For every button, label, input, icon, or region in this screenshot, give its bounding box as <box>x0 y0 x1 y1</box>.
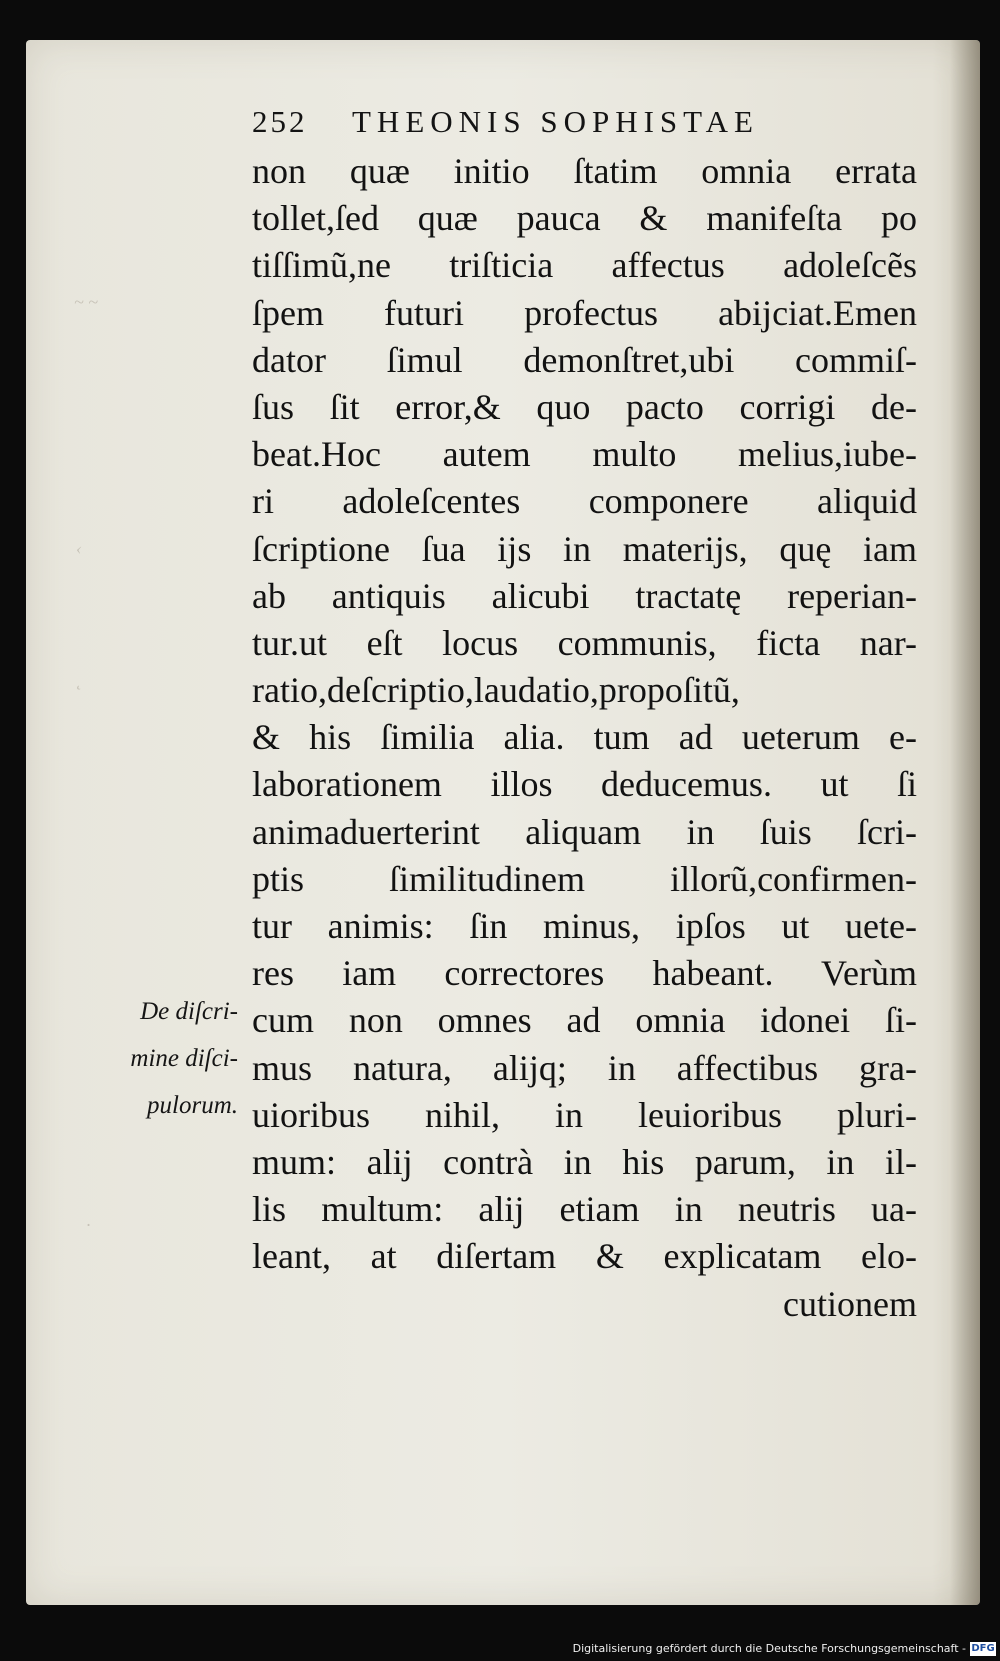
digitization-footer <box>0 1639 1000 1661</box>
marginal-line: pulorum. <box>147 1092 238 1119</box>
text-line: ptis ſimilitudinem illorũ,confirmen- <box>252 858 917 899</box>
text-line: tollet,ſed quæ pauca & manifeſta po <box>252 198 917 239</box>
text-line: leant, at diſertam & explicatam elo- <box>252 1236 917 1277</box>
text-line: cum non omnes ad omnia idonei ſi- <box>252 1000 917 1041</box>
text-line: lis multum: alij etiam in neutris ua- <box>252 1189 917 1230</box>
text-line: laborationem illos deducemus. ut ſi <box>252 764 917 805</box>
text-line: & his ſimilia alia. tum ad ueterum e- <box>252 717 917 758</box>
text-line: mus natura, alijq; in affectibus gra- <box>252 1047 917 1088</box>
text-line: ſcriptione ſua ijs in materijs, quę iam <box>252 528 917 569</box>
text-line: animaduerterint aliquam in ſuis ſcri- <box>252 811 917 852</box>
running-title: THEONIS SOPHISTAE <box>352 104 759 139</box>
page-gutter-shadow <box>950 40 980 1605</box>
marginal-note <box>88 988 238 1129</box>
catchword-line: cutionem <box>783 1283 917 1324</box>
marginal-line: mine diſci- <box>130 1045 238 1072</box>
text-line: non quæ initio ſtatim omnia errata <box>252 151 917 191</box>
text-line: ſpem futuri profectus abijciat.Emen <box>252 292 917 333</box>
page-number: 252 <box>252 104 308 139</box>
text-line: res iam correctores habeant. Verùm <box>252 953 917 994</box>
body-text <box>252 148 917 1328</box>
text-line: ab antiquis alicubi tractatę reperian- <box>252 575 917 616</box>
text-line: tur animis: ſin minus, ipſos ut uete- <box>252 906 917 946</box>
book-page <box>26 40 980 1605</box>
funding-credit: Digitalisierung gefördert durch die Deutsche Forschungsgemeinschaft - <box>572 1642 966 1655</box>
text-line: tiſſimũ,ne triſticia affectus adoleſcẽs <box>252 245 917 286</box>
dfg-logo: DFG <box>971 1643 995 1654</box>
show-through-mark: ˛ <box>76 670 82 690</box>
show-through-mark: · <box>86 1215 91 1235</box>
text-line: mum: alij contrà in his parum, in il- <box>252 1141 917 1182</box>
show-through-mark: ‹ <box>76 538 82 558</box>
text-line: ratio,deſcriptio,laudatio,propoſitũ, <box>252 670 740 711</box>
text-line: beat.Hoc autem multo melius,iube- <box>252 434 917 475</box>
text-line: ſus ſit error,& quo pacto corrigi de- <box>252 386 917 427</box>
text-line: uioribus nihil, in leuioribus pluri- <box>252 1094 917 1135</box>
running-header <box>252 104 912 148</box>
text-line: ri adoleſcentes componere aliquid <box>252 481 917 522</box>
text-line: dator ſimul demonſtret,ubi commiſ- <box>252 339 917 380</box>
text-line: tur.ut eſt locus communis, ficta nar- <box>252 622 917 663</box>
show-through-mark: ~ ~ <box>74 292 98 312</box>
marginal-line: De diſcri- <box>140 998 238 1025</box>
